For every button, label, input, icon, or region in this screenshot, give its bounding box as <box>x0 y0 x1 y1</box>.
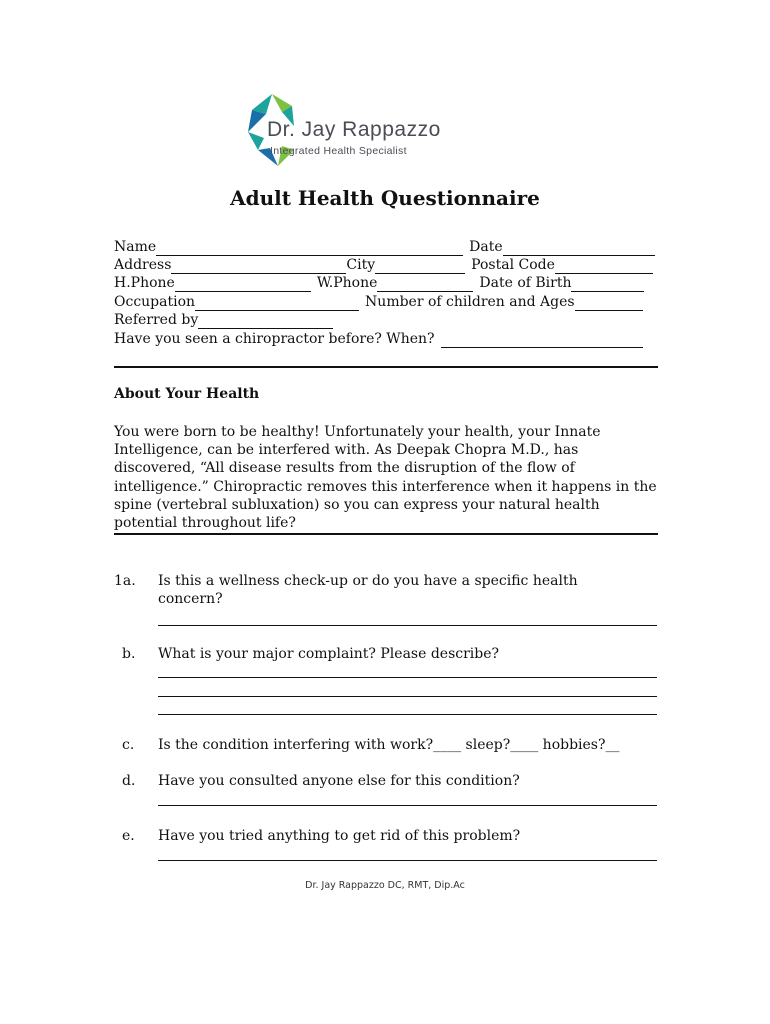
row-occupation <box>114 293 657 311</box>
answer-line[interactable] <box>158 714 657 715</box>
answer-line[interactable] <box>158 805 657 806</box>
occupation-label: Occupation <box>114 294 196 310</box>
question-number: b. <box>122 646 136 662</box>
chiropractor-label: Have you seen a chiropractor before? When? <box>114 331 435 347</box>
w-phone-field[interactable] <box>377 277 473 292</box>
section-heading: About Your Health <box>114 386 260 402</box>
question-number: e. <box>122 828 135 844</box>
row-phones <box>114 274 657 292</box>
question-e-text: Have you tried anything to get rid of this problem? <box>158 828 521 844</box>
logo-name: Dr. Jay Rappazzo <box>267 118 441 141</box>
date-label: Date <box>469 239 503 255</box>
name-field[interactable] <box>156 241 463 256</box>
question-d-text: Have you consulted anyone else for this condition? <box>158 773 520 789</box>
date-field[interactable] <box>503 241 655 256</box>
row-address <box>114 256 657 274</box>
question-c-text: Is the condition interfering with work?____ sleep?____ hobbies?__ <box>158 737 620 753</box>
question-b-text: What is your major complaint? Please describe? <box>158 646 500 662</box>
city-field[interactable] <box>375 259 465 274</box>
h-phone-field[interactable] <box>175 277 311 292</box>
children-field[interactable] <box>575 296 643 311</box>
question-1a-text: Is this a wellness check-up or do you have a specific health concern? <box>158 573 578 607</box>
answer-line[interactable] <box>158 860 657 861</box>
postal-code-field[interactable] <box>555 259 653 274</box>
divider <box>114 533 658 535</box>
address-field[interactable] <box>171 259 346 274</box>
w-phone-label: W.Phone <box>316 275 378 291</box>
logo-tagline: Integrated Health Specialist <box>270 145 407 157</box>
referred-by-label: Referred by <box>114 312 199 328</box>
name-label: Name <box>114 239 157 255</box>
address-label: Address <box>114 257 172 273</box>
occupation-field[interactable] <box>195 296 359 311</box>
referred-by-field[interactable] <box>198 314 333 329</box>
question-number: c. <box>122 737 135 753</box>
city-label: City <box>346 257 376 273</box>
question-number: 1a. <box>114 573 136 589</box>
footer-credit: Dr. Jay Rappazzo DC, RMT, Dip.Ac <box>305 880 465 891</box>
postal-code-label: Postal Code <box>471 257 555 273</box>
chiropractor-field[interactable] <box>441 333 643 348</box>
divider <box>114 366 658 368</box>
question-number: d. <box>122 773 136 789</box>
children-label: Number of children and Ages <box>365 294 575 310</box>
row-referred <box>114 311 657 329</box>
row-name-date <box>114 238 657 256</box>
dob-field[interactable] <box>571 277 644 292</box>
h-phone-label: H.Phone <box>114 275 175 291</box>
page-title: Adult Health Questionnaire <box>230 186 540 210</box>
dob-label: Date of Birth <box>479 275 572 291</box>
answer-line[interactable] <box>158 696 657 697</box>
answer-line[interactable] <box>158 625 657 626</box>
row-chiropractor <box>114 330 657 348</box>
about-paragraph: You were born to be healthy! Unfortunately your health, your Innate Intelligence, can be interfered with. As Deepak Chopra M.D., has discovered, “All disease results from the disruption of the flow of intelligence.” Chiropractic removes this interference when it happens in the spine (vertebral subluxation) so you can express your natural health potential throughout life? <box>114 424 657 532</box>
answer-line[interactable] <box>158 677 657 678</box>
